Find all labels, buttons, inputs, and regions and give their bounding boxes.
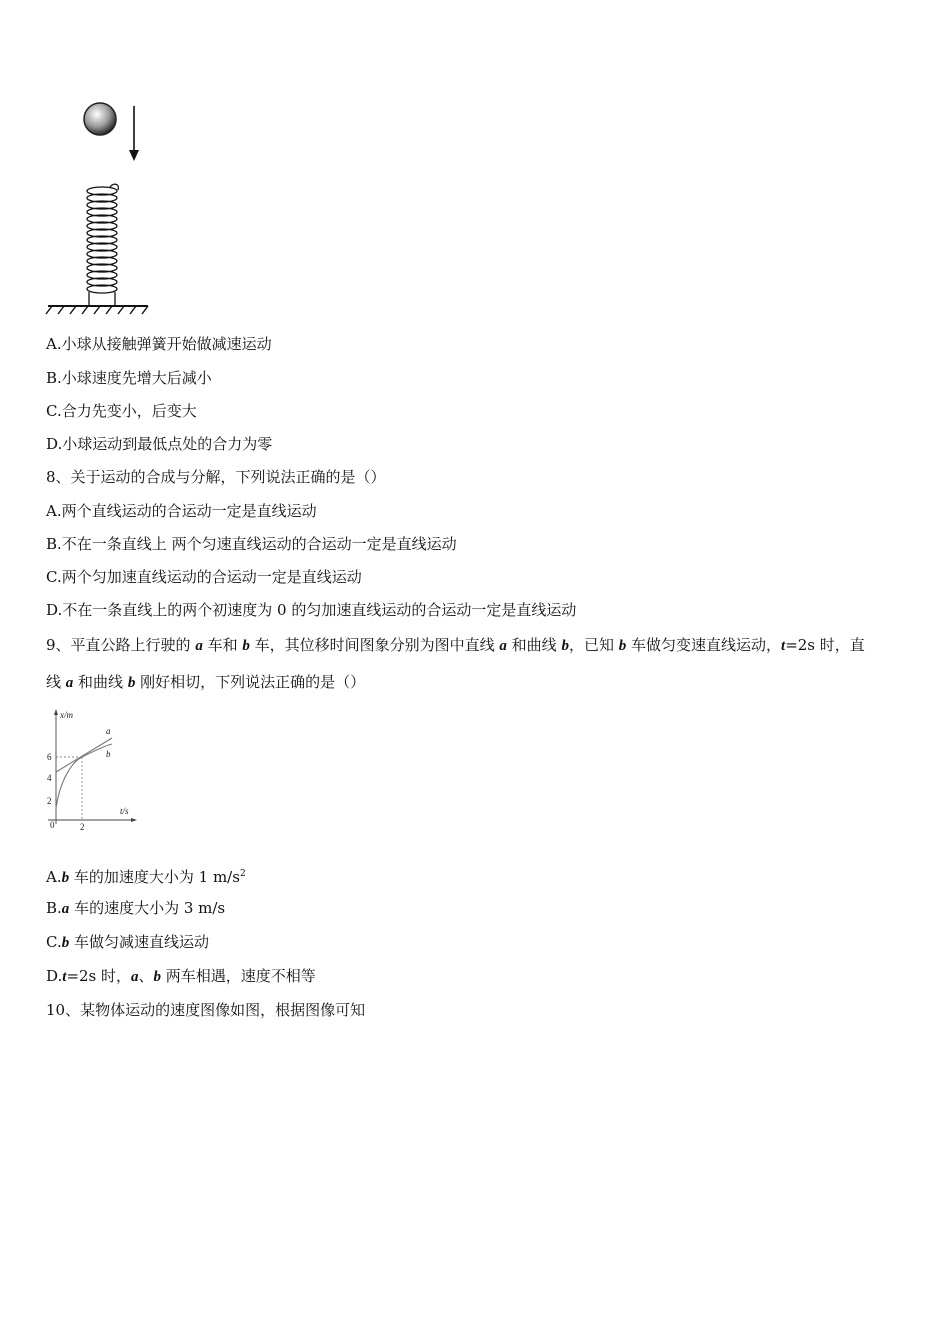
x-axis-label: t/s <box>120 806 129 816</box>
label-b: b <box>106 749 111 759</box>
q10-stem: 10、某物体运动的速度图像如图，根据图像可知 <box>46 1001 366 1019</box>
q7-option-d: D.小球运动到最低点处的合力为零 <box>46 435 273 453</box>
q9-option-c: C.b 车做匀减速直线运动 <box>46 933 209 951</box>
y-tick-6: 6 <box>47 752 52 762</box>
label-a: a <box>106 726 111 736</box>
curve-b <box>56 744 112 808</box>
y-tick-2: 2 <box>47 796 52 806</box>
q8-option-b: B.不在一条直线上 两个匀速直线运动的合运动一定是直线运动 <box>46 535 457 553</box>
q8-option-c: C.两个匀加速直线运动的合运动一定是直线运动 <box>46 568 362 586</box>
q8-option-d: D.不在一条直线上的两个初速度为 0 的匀加速直线运动的合运动一定是直线运动 <box>46 601 577 619</box>
q8-stem: 8、关于运动的合成与分解，下列说法正确的是（） <box>46 468 386 486</box>
y-axis-label: x/m <box>60 710 73 720</box>
q9-option-d: D.t=2s 时，a、b 两车相遇，速度不相等 <box>46 967 316 985</box>
ball-icon <box>84 103 116 135</box>
q9-option-b: B.a 车的速度大小为 3 m/s <box>46 899 226 917</box>
q8-option-a: A.两个直线运动的合运动一定是直线运动 <box>46 502 317 520</box>
ground-hatch <box>46 306 148 314</box>
y-tick-4: 4 <box>47 773 52 783</box>
q7-option-a: A.小球从接触弹簧开始做减速运动 <box>46 335 272 353</box>
q9-stem-line2: 线 a 和曲线 b 刚好相切，下列说法正确的是（） <box>46 673 366 691</box>
line-a <box>56 738 112 772</box>
x-tick-0: 0 <box>50 820 55 830</box>
ball-spring-figure <box>44 98 154 320</box>
q9-stem-line1: 9、平直公路上行驶的 a 车和 b 车，其位移时间图象分别为图中直线 a 和曲线 b，已知 b 车做匀变速直线运动，t=2s 时，直 <box>46 636 865 654</box>
xt-graph-figure <box>42 706 142 838</box>
x-tick-2: 2 <box>80 822 85 832</box>
q9-option-a: A.b 车的加速度大小为 1 $m/s^2$ <box>46 868 246 886</box>
q7-option-c: C.合力先变小，后变大 <box>46 402 197 420</box>
spring-coil <box>87 184 118 306</box>
q7-option-b: B.小球速度先增大后减小 <box>46 369 212 387</box>
